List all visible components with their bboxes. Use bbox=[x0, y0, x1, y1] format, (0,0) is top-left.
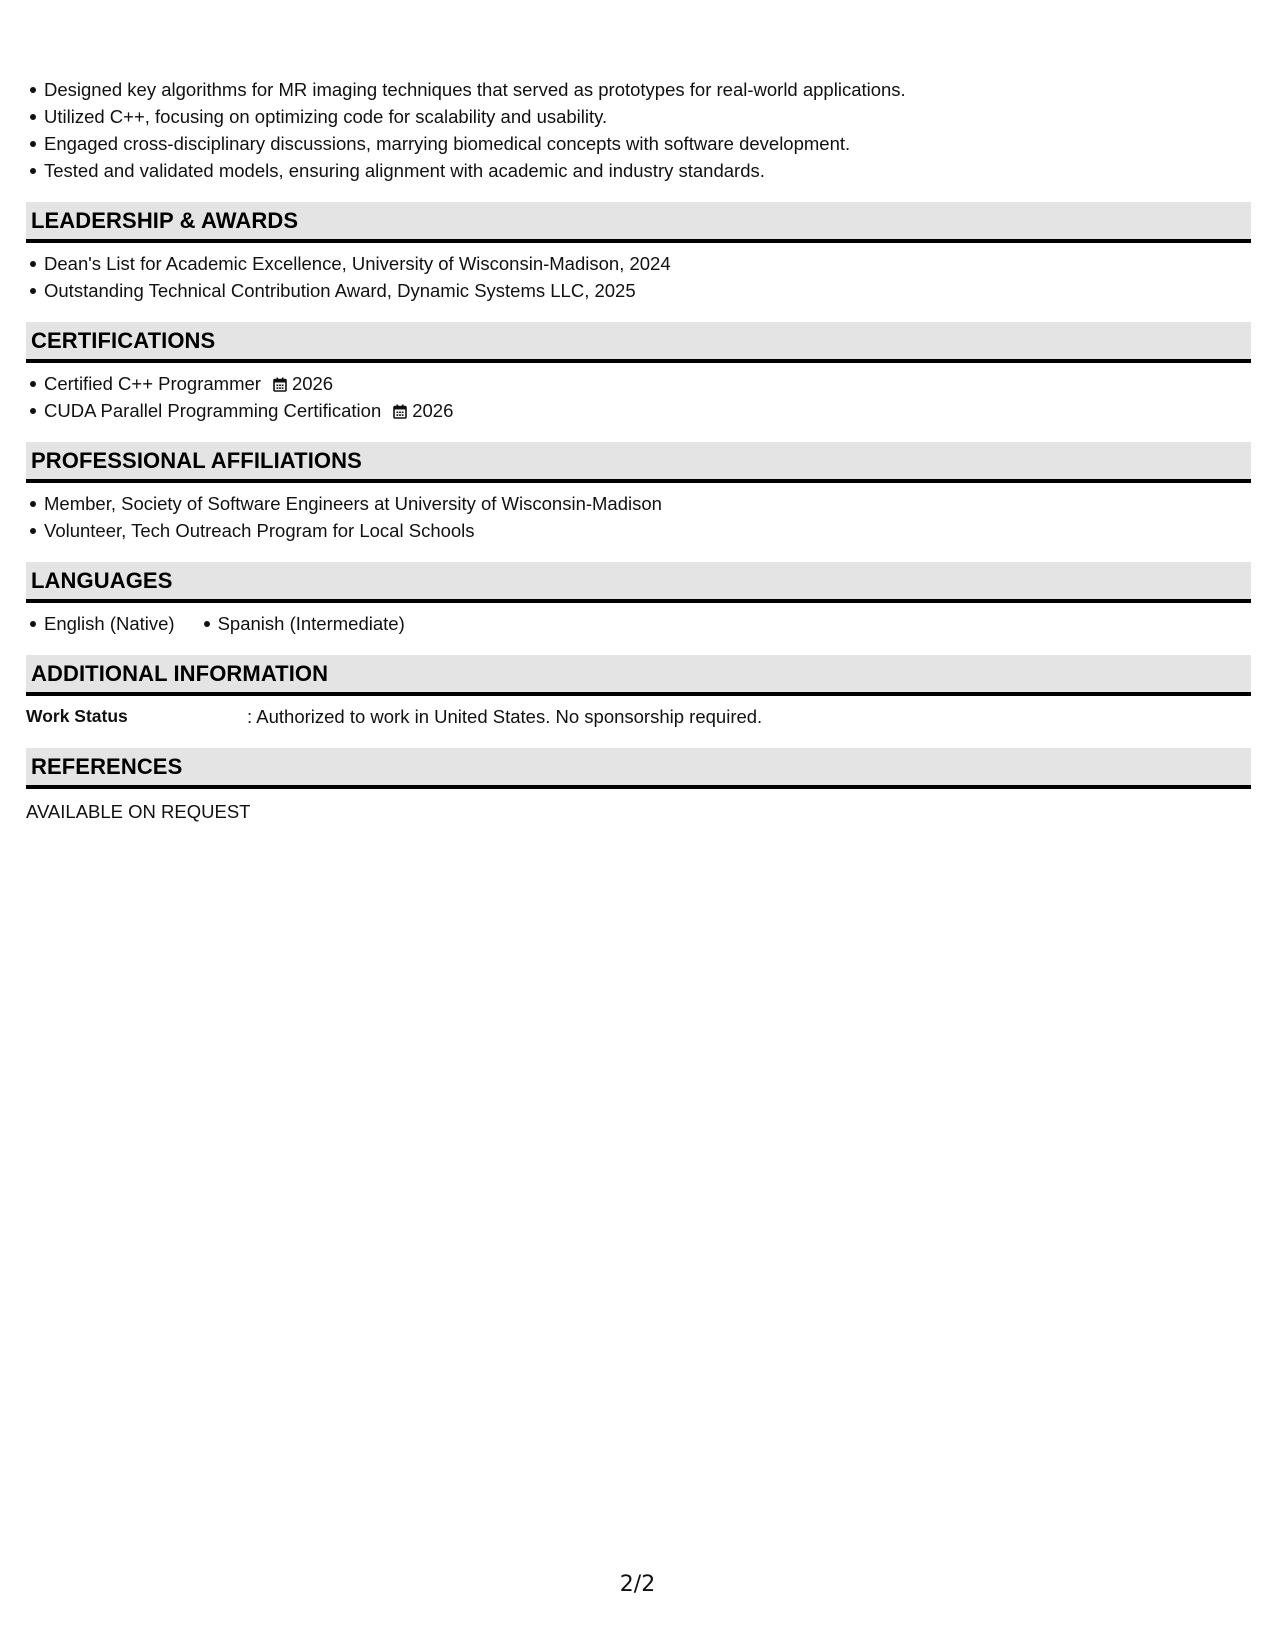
certifications-section-header bbox=[26, 322, 1251, 363]
certification-year: 2026 bbox=[291, 373, 334, 394]
list-item: Engaged cross-disciplinary discussions, marrying biomedical concepts with software development. bbox=[44, 130, 1251, 157]
work-status-row bbox=[26, 703, 1251, 730]
section-title: LEADERSHIP & AWARDS bbox=[31, 207, 299, 233]
section-title: CERTIFICATIONS bbox=[31, 327, 216, 353]
language-item: English (Native) bbox=[26, 610, 175, 637]
list-item: Utilized C++, focusing on optimizing code for scalability and usability. bbox=[44, 103, 1251, 130]
certification-name: CUDA Parallel Programming Certification bbox=[44, 400, 382, 421]
list-item: Member, Society of Software Engineers at University of Wisconsin-Madison bbox=[44, 490, 1251, 517]
list-item: Volunteer, Tech Outreach Program for Local Schools bbox=[44, 517, 1251, 544]
leadership-list bbox=[26, 250, 1251, 304]
calendar-icon bbox=[273, 377, 287, 392]
list-item: Designed key algorithms for MR imaging techniques that served as prototypes for real-world applications. bbox=[44, 76, 1251, 103]
list-item: Dean's List for Academic Excellence, University of Wisconsin-Madison, 2024 bbox=[44, 250, 1251, 277]
language-item: Spanish (Intermediate) bbox=[200, 610, 405, 637]
list-item: Tested and validated models, ensuring alignment with academic and industry standards. bbox=[44, 157, 1251, 184]
section-title: PROFESSIONAL AFFILIATIONS bbox=[31, 447, 362, 473]
leadership-section-header bbox=[26, 202, 1251, 243]
certification-year: 2026 bbox=[412, 400, 454, 421]
list-item: Outstanding Technical Contribution Award, Dynamic Systems LLC, 2025 bbox=[44, 277, 1251, 304]
certification-name: Certified C++ Programmer bbox=[44, 373, 261, 394]
section-title: ADDITIONAL INFORMATION bbox=[31, 660, 329, 686]
certifications-list bbox=[26, 370, 1251, 424]
references-section-header bbox=[26, 748, 1251, 789]
experience-bullet-list bbox=[26, 76, 1251, 184]
work-status-label: Work Status bbox=[26, 706, 128, 726]
languages-section-header bbox=[26, 562, 1251, 603]
additional-info-section-header bbox=[26, 655, 1251, 696]
work-status-value: : Authorized to work in United States. No sponsorship required. bbox=[247, 706, 763, 727]
calendar-icon bbox=[393, 404, 407, 419]
page-number: 2/2 bbox=[619, 1572, 656, 1597]
resume-page bbox=[26, 76, 1251, 825]
list-item bbox=[44, 397, 1251, 424]
affiliations-list bbox=[26, 490, 1251, 544]
section-title: REFERENCES bbox=[31, 753, 183, 779]
affiliations-section-header bbox=[26, 442, 1251, 483]
references-text: AVAILABLE ON REQUEST bbox=[26, 801, 251, 822]
section-title: LANGUAGES bbox=[31, 567, 173, 593]
languages-list bbox=[26, 610, 1251, 637]
list-item bbox=[44, 370, 1251, 397]
